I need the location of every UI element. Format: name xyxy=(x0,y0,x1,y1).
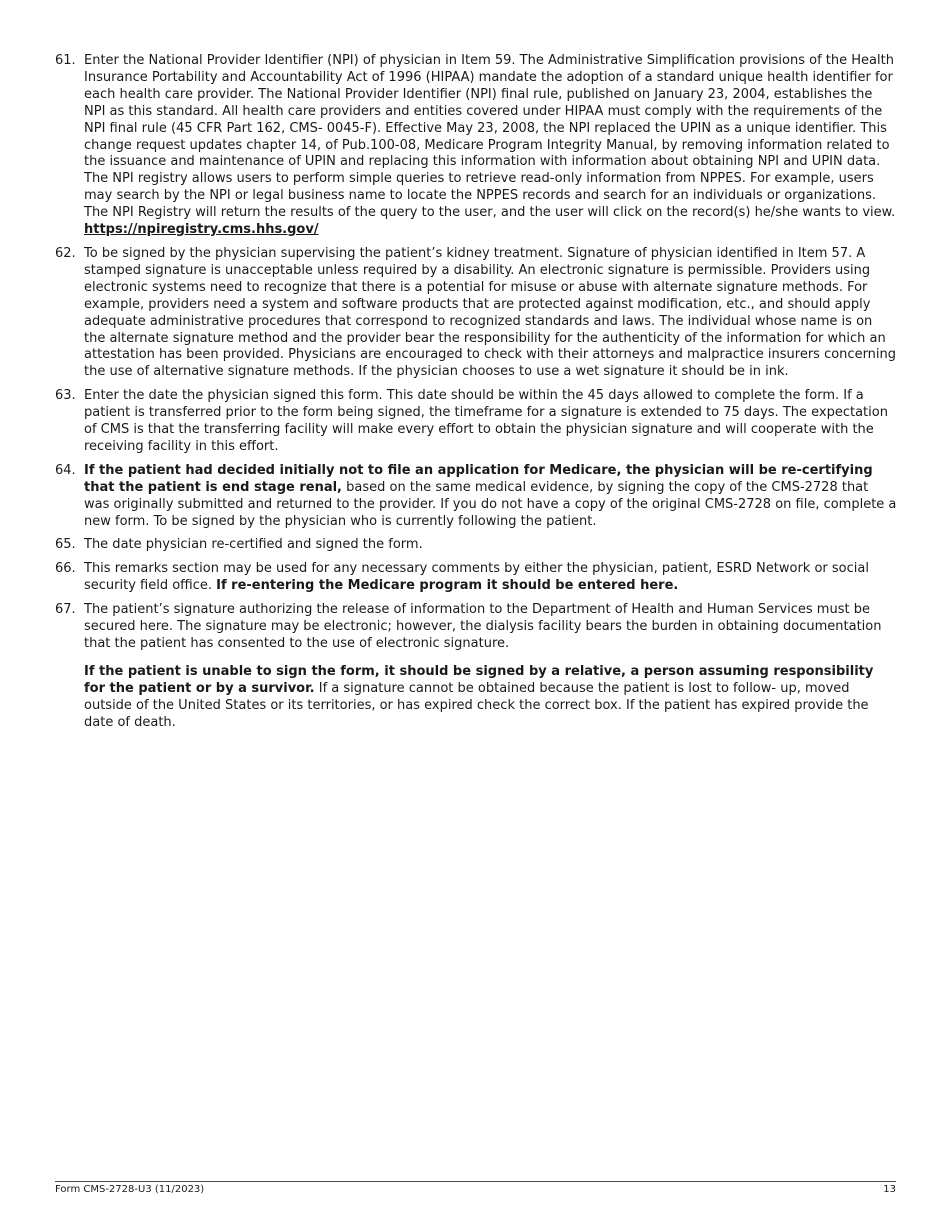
item-text: To be signed by the physician supervising the patient’s kidney treatment. Signature of physician identified in Item 57. A stamped signature is unacceptable unless required by a disability. An electronic signature is permissible. Providers using electronic systems need to recognize that there is a potential for misuse or abuse with alternate signature methods. For example, providers need a system and software products that are protected against modification, etc., and should apply adequate administrative procedures that correspond to recognized standards and laws. The individual whose name is on the alternate signature method and the provider bear the responsibility for the authenticity of the information for which an attestation has been provided. Physicians are encouraged to check with their attorneys and malpractice insurers concerning the use of alternative signature methods. If the physician chooses to use a wet signature it should be in ink. xyxy=(84,245,897,380)
instruction-item-63 xyxy=(55,388,897,456)
item-number: 63. xyxy=(55,388,76,404)
item-number: 65. xyxy=(55,537,76,553)
form-identifier: Form CMS-2728-U3 (11/2023) xyxy=(55,1184,205,1195)
item-number: 67. xyxy=(55,602,76,618)
instruction-item-67-subparagraph xyxy=(84,664,897,732)
instruction-item-66 xyxy=(55,561,897,595)
item-body: Enter the National Provider Identifier (NPI) of physician in Item 59. The Administrative Simplification provisions of the Health Insurance Portability and Accountability Act of 1996 (HIPAA) mandate the adoption of a standard unique health identifier for each health care provider. The National Provider Identifier (NPI) final rule, published on January 23, 2004, establishes the NPI as this standard. All health care providers and entities covered under HIPAA must comply with the requirements of the NPI final rule (45 CFR Part 162, CMS- 0045-F). Effective May 23, 2008, the NPI replaced the UPIN as a unique identifier. This change request updates chapter 14, of Pub.100-08, Medicare Program Integrity Manual, by removing information related to the issuance and maintenance of UPIN and replacing this information with information about obtaining NPI and UPIN data. The NPI registry allows users to perform simple queries to retrieve read-only information from NPPES. For example, users may search by the NPI or legal business name to locate the NPPES records and search for an individuals or organizations. The NPI Registry will return the results of the query to the user, and the user will click on the record(s) he/she wants to view. xyxy=(84,53,896,221)
item-text: The patient’s signature authorizing the release of information to the Department of Health and Human Services must be secured here. The signature may be electronic; however, the dialysis facility bears the burden in obtaining documentation that the patient has consented to the use of electronic signature. xyxy=(84,602,882,651)
item-bold-text: If the patient is unable to sign the form, it should be signed by a relative, a person assuming responsibility for the patient or by a survivor. xyxy=(84,663,874,696)
instruction-item-65 xyxy=(55,537,897,554)
item-text: The date physician re-certified and signed the form. xyxy=(84,537,423,553)
instruction-item-67 xyxy=(55,602,897,653)
page-number: 13 xyxy=(883,1184,896,1195)
item-text xyxy=(84,53,897,239)
item-body: This remarks section may be used for any necessary comments by either the physician, patient, ESRD Network or social security field office. xyxy=(84,561,869,594)
item-body: based on the same medical evidence, by signing the copy of the CMS-2728 that was originally submitted and returned to the provider. If you do not have a copy of the original CMS-2728 on file, complete a new form. To be signed by the physician who is currently following the patient. xyxy=(84,479,897,529)
item-text: Enter the date the physician signed this form. This date should be within the 45 days allowed to complete the form. If a patient is transferred prior to the form being signed, the timeframe for a signature is extended to 75 days. The expectation of CMS is that the transferring facility will make every effort to obtain the physician signature and will cooperate with the receiving facility in this effort. xyxy=(84,388,888,454)
item-body: If a signature cannot be obtained because the patient is lost to follow- up, moved outside of the United States or its territories, or has expired check the correct box. If the patient has expired provide the date of death. xyxy=(84,680,869,730)
instruction-item-61 xyxy=(55,53,897,239)
item-number: 62. xyxy=(55,245,76,261)
item-bold-text: If the patient had decided initially not to file an application for Medicare, the physician will be re-certifying that the patient is end stage renal, xyxy=(84,462,873,495)
page-footer xyxy=(55,1181,896,1195)
instruction-item-62 xyxy=(55,246,897,381)
instruction-item-64 xyxy=(55,463,897,531)
item-text xyxy=(84,463,897,531)
item-number: 66. xyxy=(55,561,76,577)
item-number: 61. xyxy=(55,53,76,68)
item-bold-text: If re-entering the Medicare program it should be entered here. xyxy=(216,578,679,594)
instructions-list xyxy=(55,53,897,732)
item-text xyxy=(84,561,897,595)
item-number: 64. xyxy=(55,462,76,478)
npi-registry-link[interactable]: https://npiregistry.cms.hhs.gov/ xyxy=(84,222,319,238)
